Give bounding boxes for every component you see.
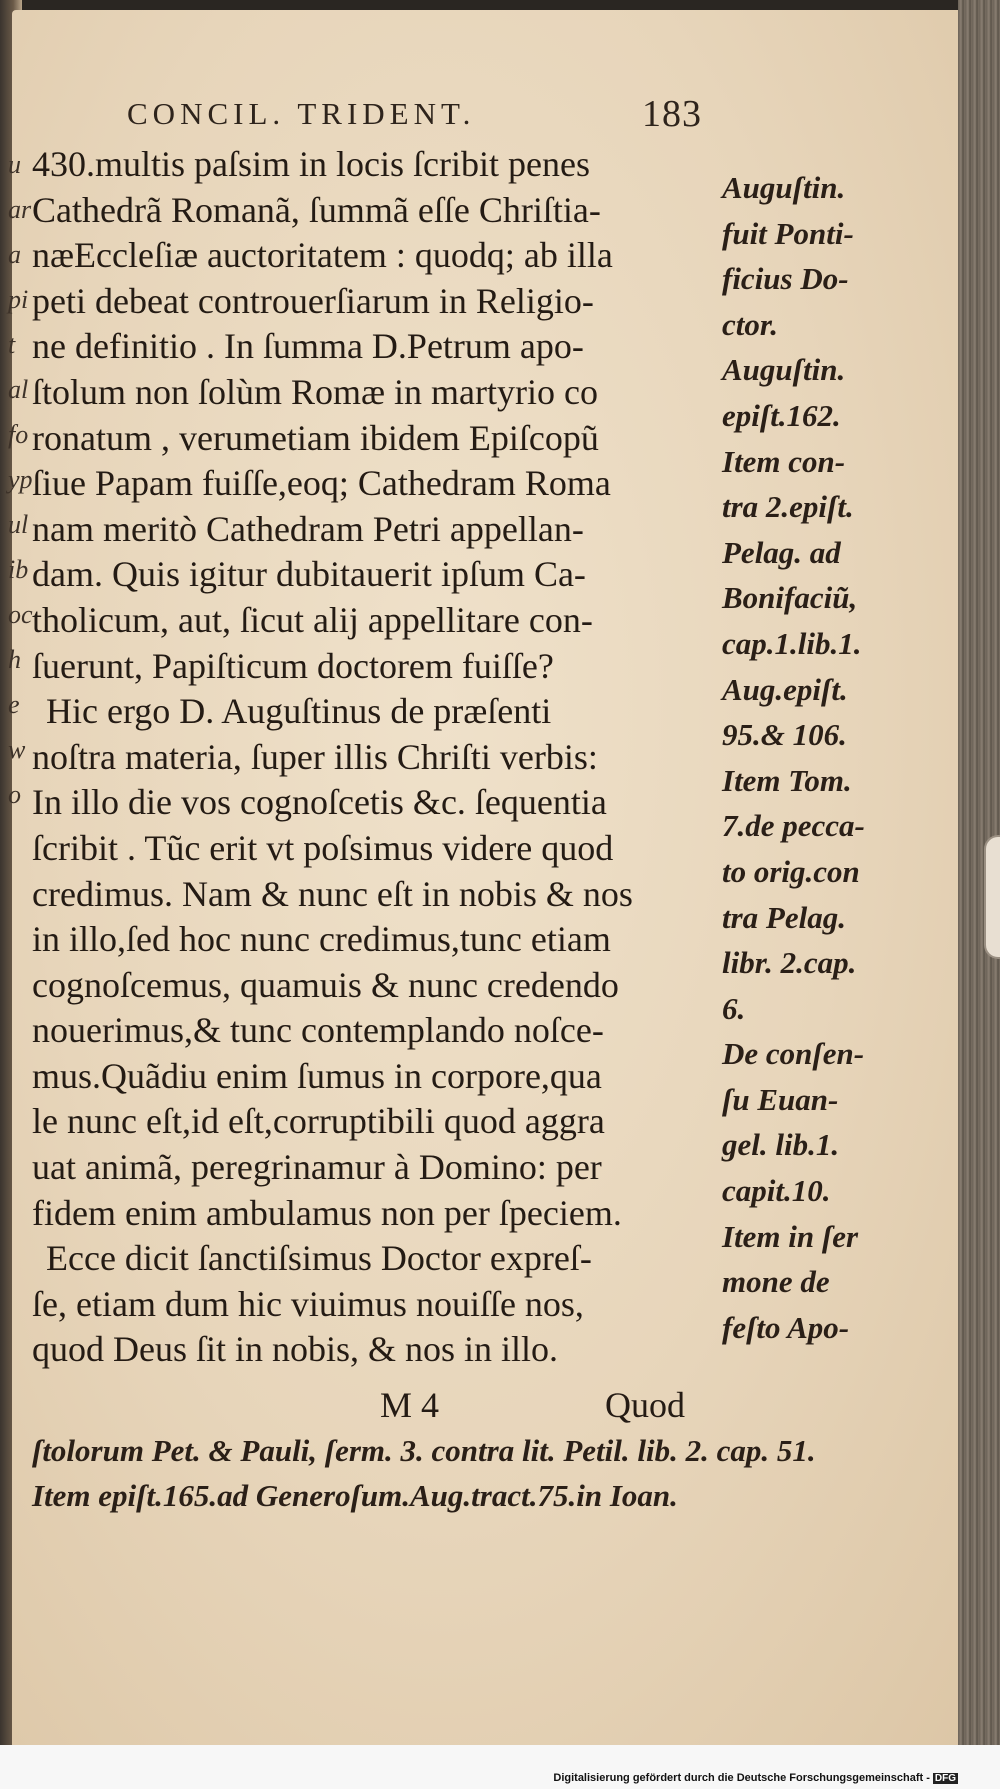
marginal-note: mone de bbox=[722, 1264, 830, 1300]
digitization-credit bbox=[553, 1772, 958, 1784]
text-line: Cathedrã Romanã, ſummã eſſe Chriſtia- bbox=[32, 189, 601, 230]
text-line: fidem enim ambulamus non per ſpeciem. bbox=[32, 1192, 622, 1233]
margin-fragment: pi bbox=[8, 285, 29, 314]
margin-fragment: h bbox=[8, 645, 21, 674]
text-line: in illo,ſed hoc nunc credimus,tunc etiam bbox=[32, 919, 611, 960]
text-line: ſe, etiam dum hic viuimus nouiſſe nos, bbox=[32, 1283, 584, 1324]
marginal-note: Bonifaciũ, bbox=[722, 580, 858, 616]
running-head-title: CONCIL. TRIDENT. bbox=[127, 96, 476, 131]
marginal-note: Item con- bbox=[722, 443, 846, 479]
marginal-notes bbox=[722, 165, 887, 1350]
marginal-note: to orig.con bbox=[722, 853, 860, 889]
text-line: tholicum, aut, ſicut alij appellitare con- bbox=[32, 599, 593, 640]
marginal-note: De conſen- bbox=[722, 1036, 865, 1072]
marginal-note: cap.1.lib.1. bbox=[722, 625, 862, 661]
marginal-note: epiſt.162. bbox=[722, 397, 841, 433]
marginal-note: Auguſtin. bbox=[722, 170, 846, 205]
marginal-note: ſtolorum Pet. & Pauli, ſerm. 3. contra lit. Petil. lib. 2. cap. 51. bbox=[32, 1433, 816, 1468]
marginal-note: gel. lib.1. bbox=[722, 1127, 840, 1163]
text-line: dam. Quis igitur dubitauerit ipſum Ca- bbox=[32, 554, 586, 595]
marginal-note: 95.& 106. bbox=[722, 717, 847, 753]
text-line: ſuerunt, Papiſticum doctorem fuiſſe? bbox=[32, 645, 554, 686]
marginal-note: capit.10. bbox=[722, 1173, 831, 1209]
marginal-note: tra 2.epiſt. bbox=[722, 489, 854, 525]
margin-fragment: u bbox=[8, 150, 21, 179]
marginal-note: ficius Do- bbox=[722, 261, 849, 297]
marginal-note: Auguſtin. bbox=[722, 352, 846, 388]
marginal-note: 6. bbox=[722, 990, 746, 1026]
marginal-note: ctor. bbox=[722, 306, 778, 342]
margin-fragment: oc bbox=[8, 600, 33, 629]
text-line: In illo die vos cognoſcetis &c. ſequentia bbox=[32, 782, 607, 823]
text-line: 430.multis paſsim in locis ſcribit penes bbox=[32, 144, 590, 184]
margin-fragment: ul bbox=[8, 510, 29, 539]
marginal-note: Item epiſt.165.ad Generoſum.Aug.tract.75.in Ioan. bbox=[32, 1478, 678, 1513]
running-head bbox=[127, 93, 702, 135]
text-line: le nunc eſt,id eſt,corruptibili quod aggra bbox=[32, 1101, 605, 1142]
text-line: peti debeat controuerſiarum in Religio- bbox=[32, 280, 594, 321]
text-line: ronatum , verumetiam ibidem Epiſcopũ bbox=[32, 417, 599, 458]
text-line: ne definitio . In ſumma D.Petrum apo- bbox=[32, 326, 584, 367]
credit-text: Digitalisierung gefördert durch die Deutsche Forschungsgemeinschaft - bbox=[553, 1772, 930, 1784]
text-line: noſtra materia, ſuper illis Chriſti verbis: bbox=[32, 736, 598, 777]
text-line: quod Deus ſit in nobis, & nos in illo. bbox=[32, 1329, 559, 1370]
marginal-note: Item in ſer bbox=[722, 1218, 859, 1254]
marginal-note: Item Tom. bbox=[722, 762, 852, 798]
marginal-note: feſto Apo- bbox=[722, 1309, 850, 1345]
marginal-note: fuit Ponti- bbox=[722, 215, 854, 251]
margin-fragment: a bbox=[8, 240, 21, 269]
text-line: uat animã, peregrinamur à Domino: per bbox=[32, 1147, 602, 1188]
margin-fragment: t bbox=[8, 330, 16, 359]
marginal-note: 7.de pecca- bbox=[722, 808, 865, 844]
margin-fragment: ar bbox=[8, 195, 32, 224]
marginal-note: tra Pelag. bbox=[722, 899, 846, 935]
marginal-note: Aug.epiſt. bbox=[722, 671, 848, 707]
left-margin-fragments bbox=[8, 150, 33, 825]
text-line: ſiue Papam fuiſſe,eoq; Cathedram Roma bbox=[32, 463, 611, 504]
marginal-note-continuation bbox=[32, 1428, 912, 1518]
margin-fragment: w bbox=[8, 735, 26, 764]
dfg-logo: DFG bbox=[934, 1773, 956, 1784]
marginal-note: libr. 2.cap. bbox=[722, 945, 857, 981]
page-number: 183 bbox=[642, 93, 702, 135]
margin-fragment: ib bbox=[8, 555, 29, 584]
text-line: cognoſcemus, quamuis & nunc credendo bbox=[32, 964, 619, 1005]
marginal-note: Pelag. ad bbox=[722, 534, 841, 570]
marginal-note: ſu Euan- bbox=[722, 1081, 839, 1117]
margin-fragment: yp bbox=[8, 465, 33, 494]
text-line: Ecce dicit ſanctiſsimus Doctor expreſ- bbox=[46, 1238, 592, 1279]
main-text-block bbox=[32, 142, 722, 1373]
margin-fragment: o bbox=[8, 780, 21, 809]
text-line: nouerimus,& tunc contemplando noſce- bbox=[32, 1010, 604, 1051]
signature-mark: M 4 bbox=[380, 1385, 440, 1425]
text-line: Hic ergo D. Auguſtinus de præſenti bbox=[46, 691, 552, 732]
text-line: ſcribit . Tũc erit vt poſsimus videre quod bbox=[32, 827, 614, 868]
text-line: mus.Quãdiu enim ſumus in corpore,qua bbox=[32, 1055, 602, 1096]
margin-fragment: al bbox=[8, 375, 29, 404]
text-line: nam meritò Cathedram Petri appellan- bbox=[32, 508, 584, 549]
page-tab-marker bbox=[984, 835, 1000, 959]
text-line: næEccleſiæ auctoritatem : quodq; ab illa bbox=[32, 235, 613, 276]
text-line: ſtolum non ſolùm Romæ in martyrio co bbox=[32, 371, 598, 412]
text-line: credimus. Nam & nunc eſt in nobis & nos bbox=[32, 873, 633, 914]
margin-fragment: fo bbox=[8, 420, 29, 449]
margin-fragment: e bbox=[8, 690, 20, 719]
catchword: Quod bbox=[605, 1385, 685, 1425]
